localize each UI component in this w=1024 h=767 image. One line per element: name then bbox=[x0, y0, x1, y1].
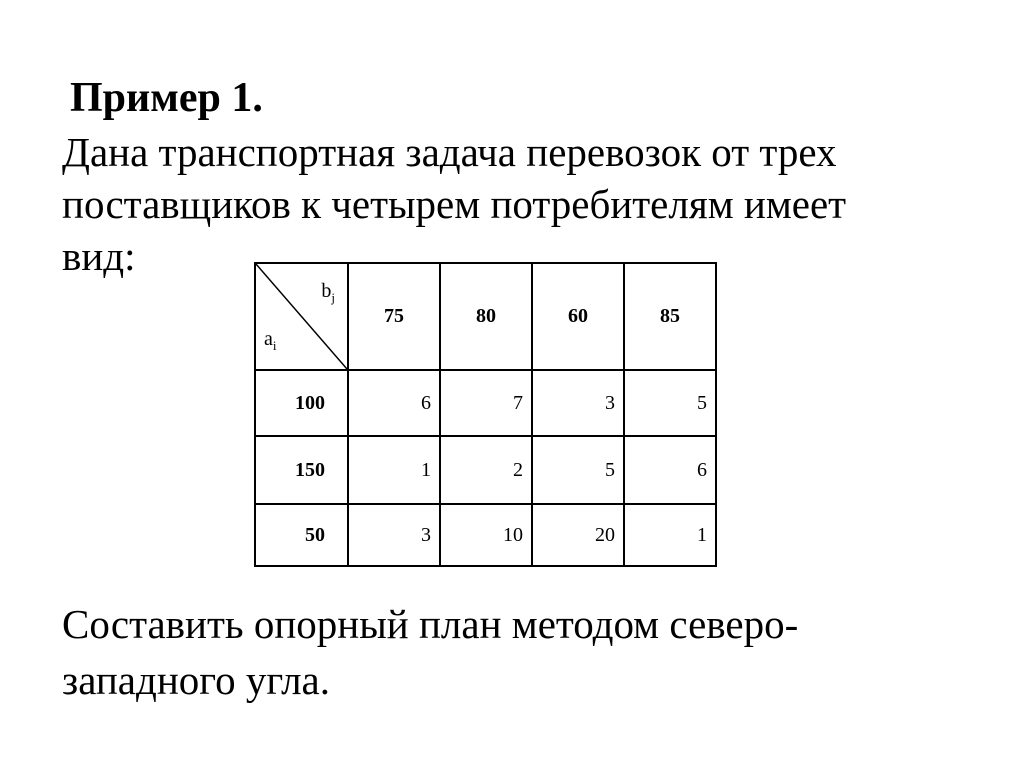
cost-cell: 20 bbox=[532, 504, 624, 566]
supplier-row bbox=[255, 436, 716, 504]
demand-cell: 75 bbox=[348, 263, 440, 370]
supply-label: $a_i$ bbox=[264, 328, 277, 353]
slide-title: Пример 1. bbox=[70, 75, 263, 121]
cost-cell: 6 bbox=[348, 370, 440, 436]
supply-cell: 150 bbox=[255, 436, 348, 504]
cost-cell: 1 bbox=[348, 436, 440, 504]
cost-cell: 10 bbox=[440, 504, 532, 566]
corner-cell bbox=[255, 263, 348, 370]
statement-line-1: Дана транспортная задача перевозок от трех bbox=[62, 129, 837, 175]
cost-cell: 3 bbox=[348, 504, 440, 566]
problem-statement bbox=[62, 126, 962, 282]
cost-cell: 3 bbox=[532, 370, 624, 436]
cost-cell: 1 bbox=[624, 504, 716, 566]
cost-cell: 2 bbox=[440, 436, 532, 504]
cost-cell: 7 bbox=[440, 370, 532, 436]
demand-cell: 85 bbox=[624, 263, 716, 370]
cost-cell: 5 bbox=[624, 370, 716, 436]
demand-cell: 80 bbox=[440, 263, 532, 370]
task-line-2: западного угла. bbox=[62, 657, 330, 703]
supplier-row bbox=[255, 370, 716, 436]
task-statement bbox=[62, 596, 962, 708]
cost-cell: 6 bbox=[624, 436, 716, 504]
supplier-row bbox=[255, 504, 716, 566]
task-line-1: Составить опорный план методом северо- bbox=[62, 601, 799, 647]
supply-cell: 50 bbox=[255, 504, 348, 566]
demand-row bbox=[255, 263, 716, 370]
transport-table bbox=[254, 262, 717, 567]
statement-line-3: вид: bbox=[62, 233, 136, 279]
demand-cell: 60 bbox=[532, 263, 624, 370]
statement-line-2: поставщиков к четырем потребителям имеет bbox=[62, 181, 847, 227]
cost-cell: 5 bbox=[532, 436, 624, 504]
demand-label: $b_j$ bbox=[321, 280, 335, 305]
supply-cell: 100 bbox=[255, 370, 348, 436]
